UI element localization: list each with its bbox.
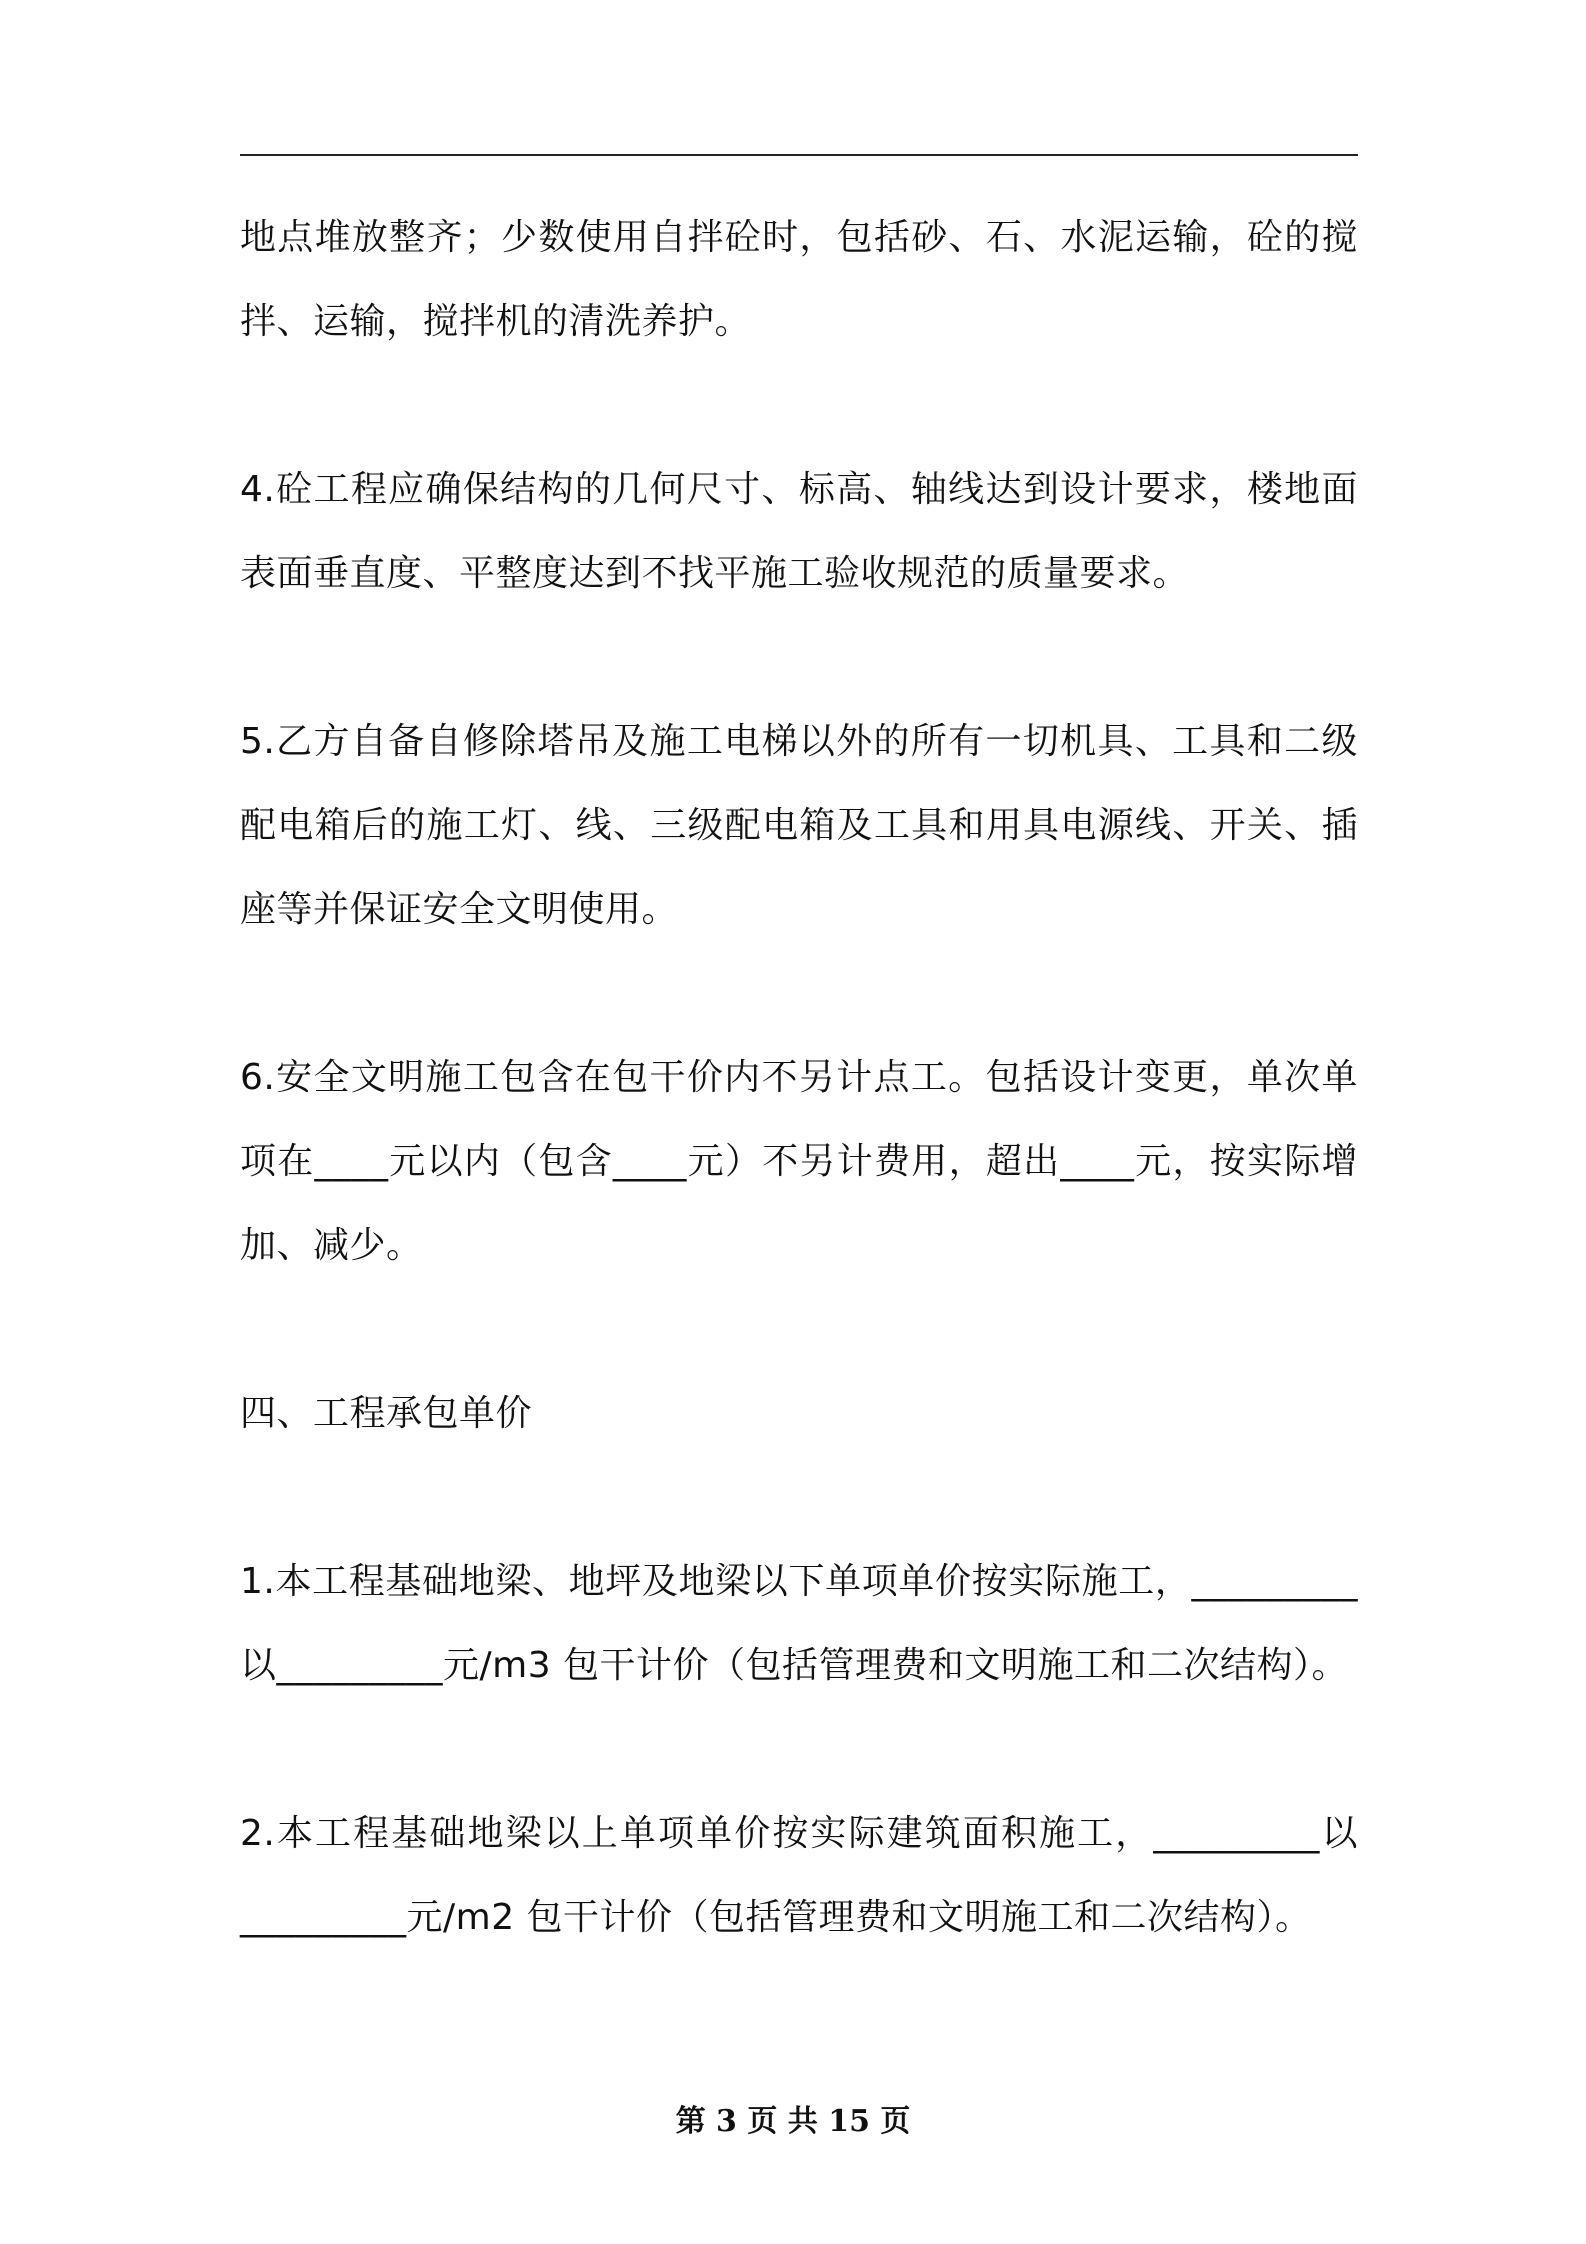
page-number-footer: 第 3 页 共 15 页 <box>675 2104 911 2139</box>
header-rule <box>240 154 1358 156</box>
paragraph-gap <box>240 364 1358 448</box>
paragraph-gap <box>240 952 1358 1036</box>
paragraph-item-4: 4.砼工程应确保结构的几何尺寸、标高、轴线达到设计要求，楼地面表面垂直度、平整度达到不找平施工验收规范的质量要求。 <box>240 469 1358 594</box>
paragraph-item-6: 6.安全文明施工包含在包干价内不另计点工。包括设计变更，单次单项在____元以内（包含____元）不另计费用，超出____元，按实际增加、减少。 <box>240 1057 1358 1266</box>
paragraph-continuation: 地点堆放整齐；少数使用自拌砼时，包括砂、石、水泥运输，砼的搅拌、运输，搅拌机的清洗养护。 <box>240 217 1358 342</box>
paragraph-gap <box>240 1288 1358 1372</box>
paragraph-price-2: 2.本工程基础地梁以上单项单价按实际建筑面积施工，_________以_________元/m2 包干计价（包括管理费和文明施工和二次结构）。 <box>240 1813 1358 1938</box>
paragraph-item-5: 5.乙方自备自修除塔吊及施工电梯以外的所有一切机具、工具和二级配电箱后的施工灯、线、三级配电箱及工具和用具电源线、开关、插座等并保证安全文明使用。 <box>240 721 1358 930</box>
document-body <box>240 196 1358 1960</box>
paragraph-gap <box>240 616 1358 700</box>
paragraph-price-1: 1.本工程基础地梁、地坪及地梁以下单项单价按实际施工，_________以_________元/m3 包干计价（包括管理费和文明施工和二次结构）。 <box>240 1561 1358 1686</box>
paragraph-gap <box>240 1456 1358 1540</box>
section-heading: 四、工程承包单价 <box>240 1393 533 1434</box>
paragraph-gap <box>240 1708 1358 1792</box>
